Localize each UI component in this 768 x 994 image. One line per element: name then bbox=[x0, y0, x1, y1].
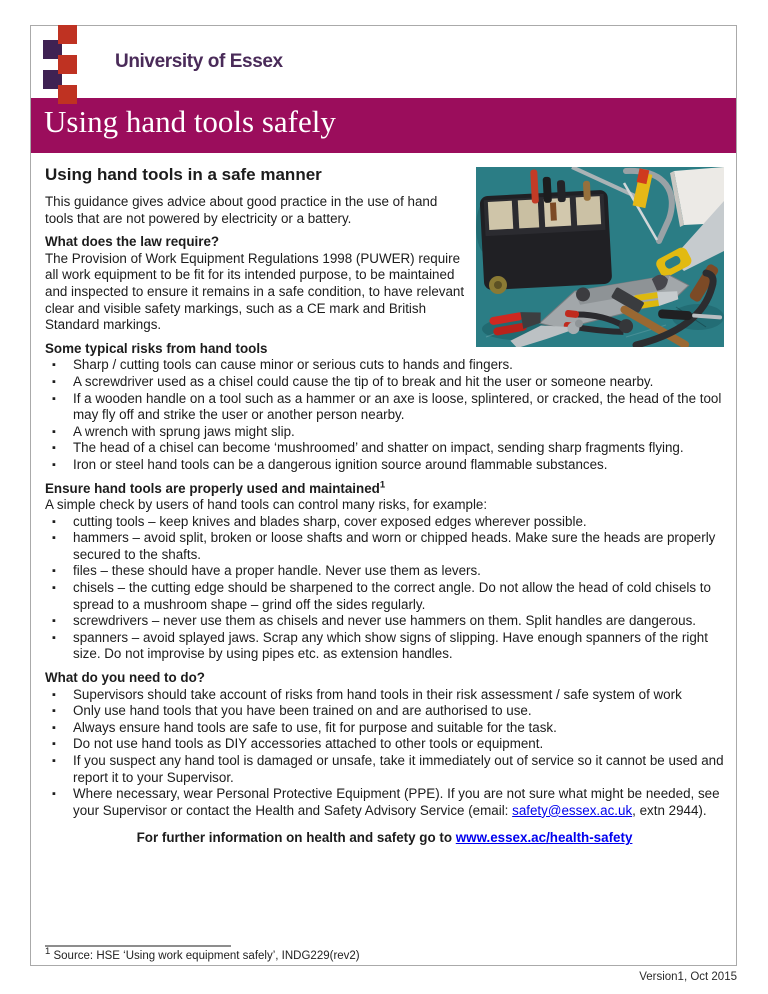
header-logo-row bbox=[31, 26, 736, 98]
list-item: ▪ Only use hand tools that you have been trained on and are authorised to use. bbox=[45, 703, 724, 720]
maintain-list bbox=[45, 514, 724, 663]
section-heading-law: What does the law require? bbox=[45, 234, 220, 250]
further-info-text: For further information on health and safety go to bbox=[136, 830, 456, 846]
hand-tools-photo bbox=[476, 167, 724, 347]
logo-square-red bbox=[58, 85, 77, 104]
list-item: ▪ files – these should have a proper handle. Never use them as levers. bbox=[45, 563, 724, 580]
risks-list bbox=[45, 357, 724, 473]
intro-paragraph: This guidance gives advice about good practice in the use of hand tools that are not powered by electricity or a battery. bbox=[45, 194, 438, 226]
section-heading-risks: Some typical risks from hand tools bbox=[45, 340, 268, 356]
law-paragraph: The Provision of Work Equipment Regulations 1998 (PUWER) require all work equipment to be fit for its intended purpose, to be maintained and inspected to ensure it remains in a safe condition, to have relevant clear and visible safety markings, such as a CE mark and British Standard markings. bbox=[45, 250, 465, 333]
footnote-text: Source: HSE ‘Using work equipment safely’, INDG229(rev2) bbox=[50, 950, 360, 962]
list-item: ▪ The head of a chisel can become ‘mushroomed’ and shatter on impact, sending sharp fragments flying. bbox=[45, 440, 724, 457]
safety-email-link[interactable]: safety@essex.ac.uk bbox=[512, 802, 633, 818]
ppe-text-pre: Where necessary, wear Personal Protective Equipment (PPE). If you are not sure what might be needed, see your Supervisor or contact the Health and Safety Advisory Service (email: bbox=[73, 786, 720, 818]
section-heading-need: What do you need to do? bbox=[45, 670, 205, 686]
list-item: ▪ screwdrivers – never use them as chisels and never use hammers on them. Split handles are dangerous. bbox=[45, 613, 724, 630]
document-page bbox=[30, 25, 737, 966]
document-body bbox=[31, 153, 736, 847]
footnote bbox=[45, 945, 360, 962]
list-item-ppe bbox=[45, 786, 724, 819]
footnote-divider bbox=[45, 945, 231, 947]
maintain-lead: A simple check by users of hand tools can control many risks, for example: bbox=[45, 497, 488, 513]
list-item: ▪ Always ensure hand tools are safe to use, fit for purpose and suitable for the task. bbox=[45, 720, 724, 737]
footnote-marker: 1 bbox=[45, 946, 51, 958]
list-item: ▪ Sharp / cutting tools can cause minor or serious cuts to hands and fingers. bbox=[45, 357, 724, 374]
list-item: ▪ chisels – the cutting edge should be sharpened to the correct angle. Do not allow the head of cold chisels to spread to a mushroom shape – grind off the sides regularly. bbox=[45, 580, 724, 613]
ppe-text-post: , extn 2944). bbox=[632, 802, 707, 818]
list-item: ▪ spanners – avoid splayed jaws. Scrap any which show signs of slipping. Have enough spanners of the right size. Do not improvise by using pipes etc. as extension handles. bbox=[45, 630, 724, 663]
list-item: ▪ A screwdriver used as a chisel could cause the tip of to break and hit the user or someone nearby. bbox=[45, 374, 724, 391]
maintain-heading-text: Ensure hand tools are properly used and maintained bbox=[45, 480, 380, 496]
list-item: ▪ cutting tools – keep knives and blades sharp, cover exposed edges wherever possible. bbox=[45, 514, 724, 531]
list-item: ▪ If a wooden handle on a tool such as a hammer or an axe is loose, splintered, or cracked, the head of the tool may fly off and strike the user or another person nearby. bbox=[45, 391, 724, 424]
list-item: ▪ If you suspect any hand tool is damaged or unsafe, take it immediately out of service so it cannot be used and report it to your Supervisor. bbox=[45, 753, 724, 786]
health-safety-link[interactable]: www.essex.ac/health-safety bbox=[455, 830, 633, 846]
list-item: ▪ Do not use hand tools as DIY accessories attached to other tools or equipment. bbox=[45, 736, 724, 753]
list-item: ▪ hammers – avoid split, broken or loose shafts and worn or chipped heads. Make sure the heads are properly secured to the shafts. bbox=[45, 530, 724, 563]
section-heading-maintain bbox=[45, 481, 724, 498]
list-item: ▪ Iron or steel hand tools can be a dangerous ignition source around flammable substances. bbox=[45, 457, 724, 474]
document-title: Using hand tools safely bbox=[44, 104, 336, 139]
title-banner bbox=[31, 98, 736, 153]
need-list bbox=[45, 687, 724, 820]
logo-wordmark: University of Essex bbox=[115, 51, 283, 72]
list-item: ▪ A wrench with sprung jaws might slip. bbox=[45, 424, 724, 441]
version-stamp: Version1, Oct 2015 bbox=[639, 971, 737, 983]
logo-square-red bbox=[58, 55, 77, 74]
further-info-line bbox=[45, 830, 724, 847]
section-heading-main: Using hand tools in a safe manner bbox=[45, 165, 322, 184]
logo-square-red bbox=[58, 25, 77, 44]
footnote-reference: 1 bbox=[379, 479, 386, 491]
essex-logo-icon bbox=[43, 25, 83, 103]
list-item: ▪ Supervisors should take account of risks from hand tools in their risk assessment / safe system of work bbox=[45, 687, 724, 704]
